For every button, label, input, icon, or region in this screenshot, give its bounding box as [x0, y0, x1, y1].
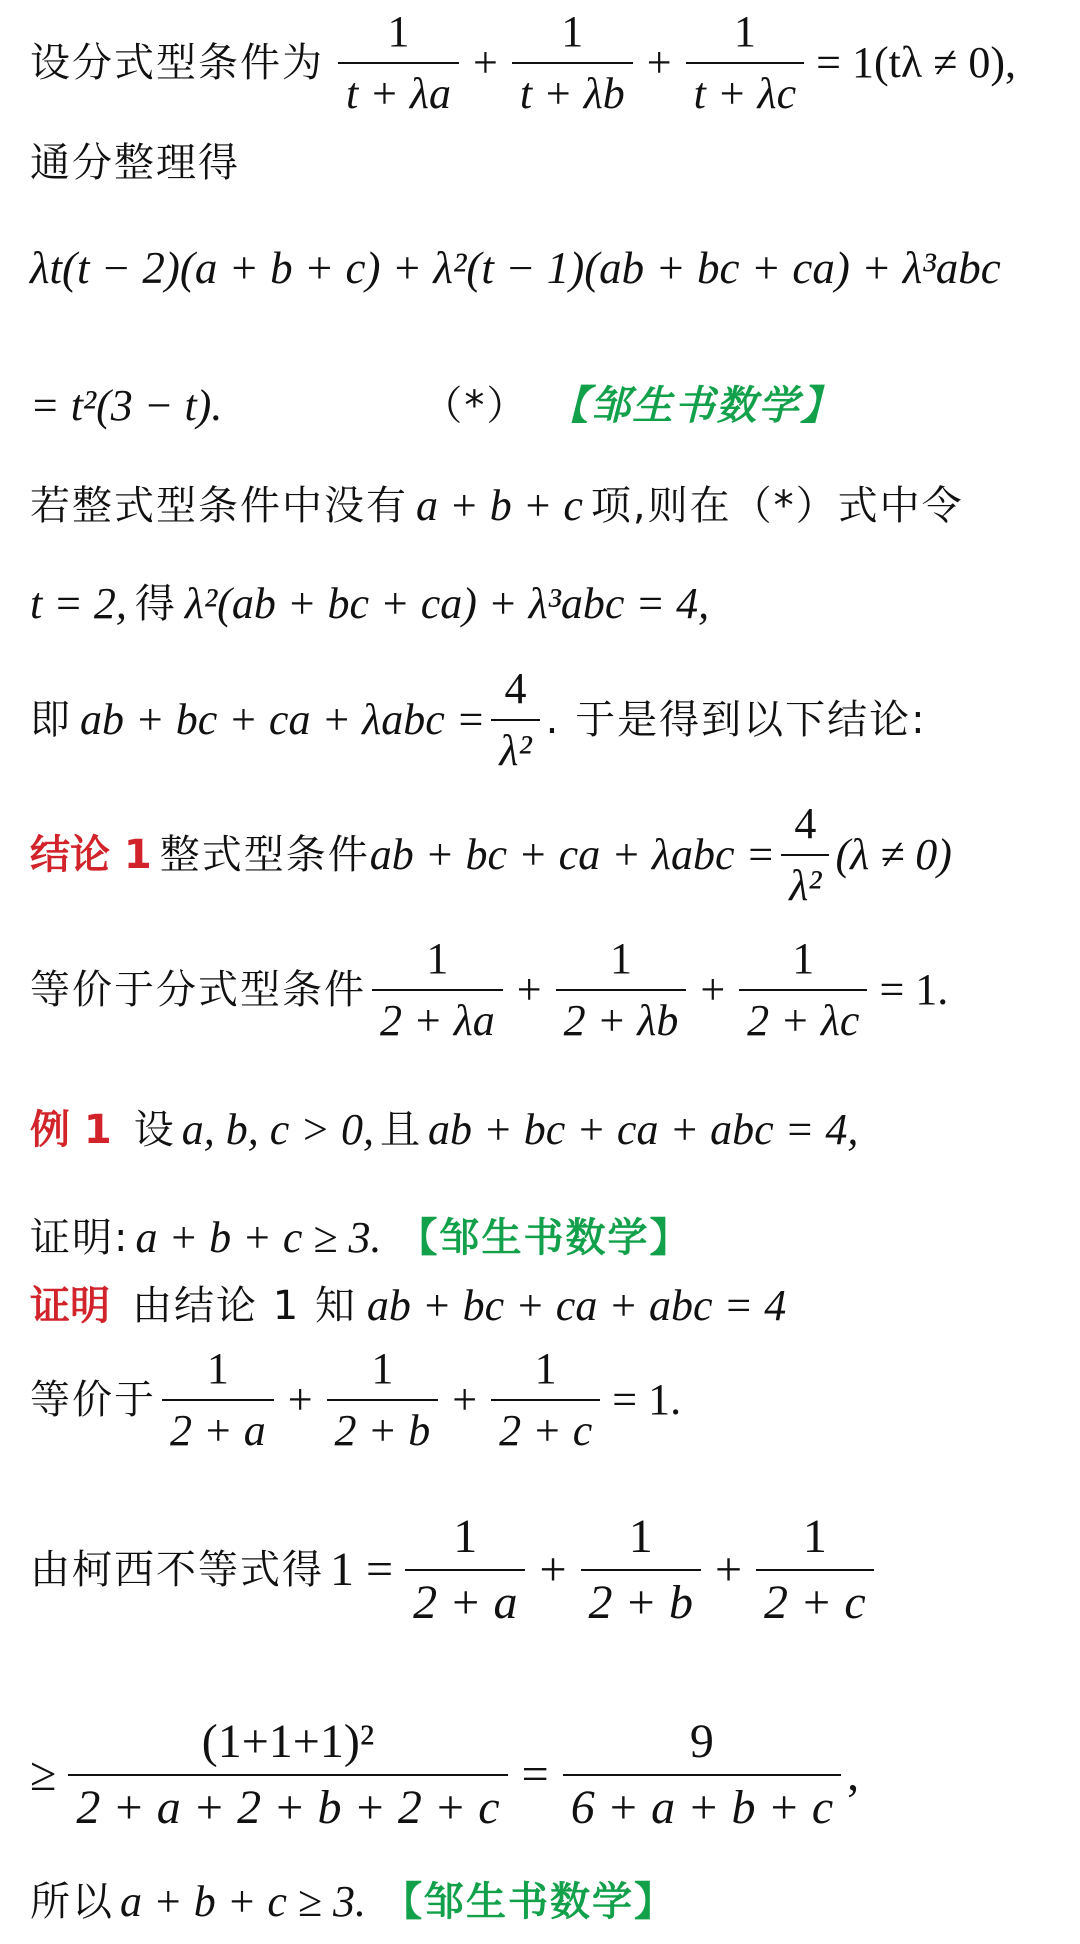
equation-tail: = 1(tλ ≠ 0),: [816, 38, 1016, 87]
fraction: $\frac{1}{t + \lambda a}$: [338, 10, 459, 116]
brand-tag: 【邹生书数学】: [382, 1879, 677, 1925]
condition-note: 若整式型条件中没有 a + b + c 项,则在（*）式中令: [30, 481, 964, 530]
fraction: $\frac{1}{2 + \lambda c}$: [739, 937, 867, 1043]
brand-tag: 【邹生书数学】: [397, 1215, 692, 1261]
substitution-line: t = 2, 得 λ²(ab + bc + ca) + λ³abc = 4,: [30, 579, 710, 628]
fraction: $\frac{1}{2 + \lambda a}$: [372, 937, 503, 1043]
intro-text: 设分式型条件为: [30, 40, 324, 86]
example-1: 例 1 设 a, b, c > 0, 且 ab + bc + ca + abc = 4,: [30, 1105, 859, 1154]
fraction: $\frac{1}{2 + b}$: [327, 1347, 439, 1453]
fraction: $\frac{1}{t + \lambda c}$: [686, 10, 805, 116]
star-mark: （*）: [422, 383, 529, 429]
final-conclusion: 所以 a + b + c ≥ 3. 【邹生书数学】: [30, 1877, 677, 1926]
conclusion-1: 结论 1 整式型条件 ab + bc + ca + λabc = $\frac{4}{\text{λ²}}$ (λ ≠ 0): [30, 799, 952, 910]
fraction: $\frac{4}{\text{λ²}}$: [491, 667, 539, 773]
step-heading: 通分整理得: [30, 140, 240, 186]
cauchy-inequality: ≥ $\frac{\text{(1+1+1)²}}{2 + a + 2 + b + 2 + c}$ = $\frac{9}{6 + a + b + c}$ ,: [30, 1715, 860, 1834]
brand-tag: 【邹生书数学】: [548, 383, 843, 429]
equation-star: = t²(3 − t). （*） 【邹生书数学】: [30, 381, 843, 430]
conclusion-label: 结论 1: [30, 832, 152, 878]
cauchy-step: 由柯西不等式得 1 = $\frac{1}{2 + a}$ + $\frac{1}{2 + b}$ + $\frac{1}{2 + c}$: [30, 1510, 880, 1630]
prove-statement: 证明: a + b + c ≥ 3. 【邹生书数学】: [30, 1213, 692, 1262]
fraction: $\frac{4}{\text{λ²}}$: [781, 802, 829, 908]
fraction: $\frac{1}{2 + a}$: [405, 1513, 525, 1627]
fraction: $\frac{1}{t + \lambda b}$: [512, 10, 633, 116]
derived-identity: 即 ab + bc + ca + λabc = $\frac{4}{\text{λ²}}$ . 于是得到以下结论:: [30, 664, 927, 775]
fraction: $\frac{9}{6 + a + b + c}$: [563, 1718, 841, 1832]
premise-fractional-condition: 设分式型条件为 $\frac{1}{t + \lambda a}$ + $\frac{1}{t + \lambda b}$ + $\frac{1}{t + \lambda c}$ = 1(tλ ≠ 0),: [30, 7, 1016, 118]
proof-equivalence: 等价于 $\frac{1}{2 + a}$ + $\frac{1}{2 + b}$ + $\frac{1}{2 + c}$ = 1.: [30, 1344, 682, 1455]
proof-start: 证明 由结论 1 知 ab + bc + ca + abc = 4: [30, 1281, 787, 1330]
fraction: $\frac{1}{2 + \lambda b}$: [556, 937, 687, 1043]
fraction: $\frac{1}{2 + b}$: [581, 1513, 701, 1627]
expanded-equation: λt(t − 2)(a + b + c) + λ²(t − 1)(ab + bc + ca) + λ³abc: [30, 242, 1001, 293]
fraction: $\frac{1}{2 + a}$: [162, 1347, 274, 1453]
fraction: $\frac{\text{(1+1+1)²}}{2 + a + 2 + b + 2 + c}$: [68, 1718, 507, 1832]
fraction: $\frac{1}{2 + c}$: [756, 1513, 874, 1627]
proof-label: 证明: [30, 1283, 110, 1329]
equivalent-condition: 等价于分式型条件 $\frac{1}{2 + \lambda a}$ + $\frac{1}{2 + \lambda b}$ + $\frac{1}{2 + \lambda c}$ = 1.: [30, 934, 949, 1045]
example-label: 例 1: [30, 1107, 112, 1153]
fraction: $\frac{1}{2 + c}$: [491, 1347, 600, 1453]
